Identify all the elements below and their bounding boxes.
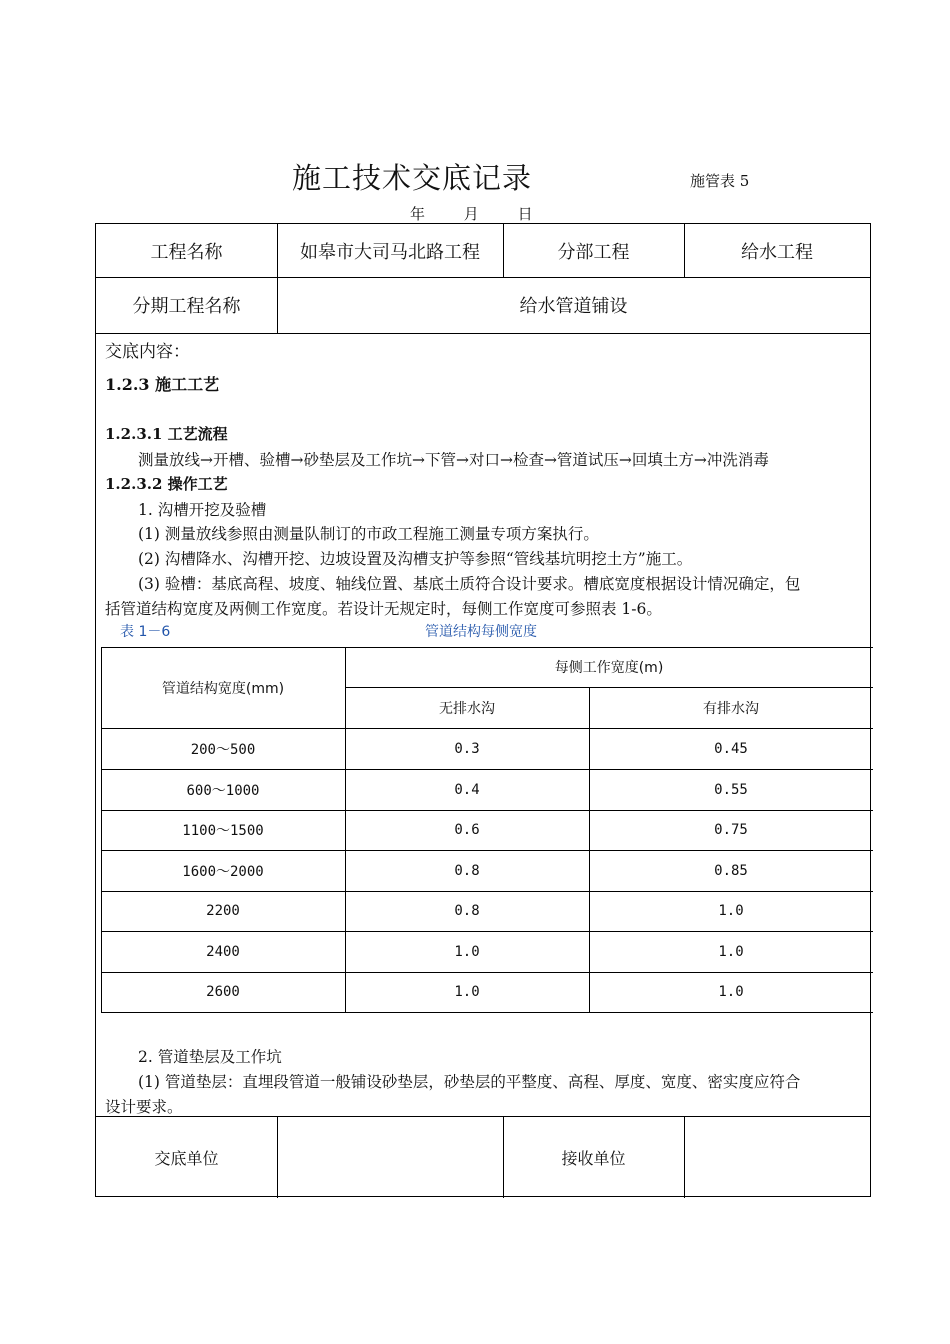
subitem-label: 分期工程名称 [132,296,241,317]
page-title: 施工技术交底记录 [292,161,533,195]
table-cell: 1.0 [718,943,744,960]
table-cell: 1.0 [454,943,480,960]
division-label: 分部工程 [557,241,630,263]
table-cell: 2600 [206,984,240,1000]
table-caption-number: 表 1－6 [120,624,171,640]
table-cell: 0.75 [714,822,748,838]
project-name-value: 如皋市大司马北路工程 [300,241,480,263]
table-cell: 2400 [206,943,240,960]
table-cell: 2200 [206,903,240,919]
table-cell: 0.3 [454,740,480,757]
table-cell: 1100～1500 [182,823,264,839]
table-cell: 0.4 [454,781,480,798]
table-caption-title: 管道结构每侧宽度 [425,624,537,640]
table-rule [101,1012,873,1013]
paragraph: (3) 验槽：基底高程、坡度、轴线位置、基底土质符合设计要求。槽底宽度根据设计情况确定，包 [138,575,801,593]
table-cell: 0.6 [454,822,480,838]
subsection-heading-ops: 1.2.3.2 操作工艺 [105,475,228,493]
receiver-unit-value[interactable] [684,1116,870,1198]
table-cell: 1.0 [718,903,744,919]
table-cell: 200～500 [190,741,256,758]
paragraph: (1) 测量放线参照由测量队制订的市政工程施工测量专项方案执行。 [138,525,599,543]
date-year: 年 [410,205,426,223]
table-cell: 1.0 [718,984,744,1000]
paragraph: (1) 管道垫层：直埋段管道一般铺设砂垫层，砂垫层的平整度、高程、厚度、宽度、密实度应符合 [138,1073,801,1091]
table-header-with-drain: 有排水沟 [703,700,759,717]
paragraph: 括管道结构宽度及两侧工作宽度。若设计无规定时，每侧工作宽度可参照表 1-6。 [105,600,662,618]
table-cell: 0.55 [714,781,748,798]
section-heading: 1.2.3 施工工艺 [105,375,220,394]
form-number: 施管表 5 [690,172,750,190]
table-header-no-drain: 无排水沟 [439,700,495,717]
table-cell: 0.8 [454,903,480,919]
table-cell: 1600～2000 [182,863,264,880]
paragraph: (2) 沟槽降水、沟槽开挖、边坡设置及沟槽支护等参照“管线基坑明挖土方”施工。 [138,550,693,568]
content-label: 交底内容： [105,342,190,362]
project-name-label: 工程名称 [150,241,223,263]
division-value: 给水工程 [741,241,813,263]
list-item: 2. 管道垫层及工作坑 [138,1048,282,1066]
table-cell: 600～1000 [186,782,260,799]
row-divider [96,333,870,334]
date-month: 月 [463,205,479,223]
table-cell: 0.85 [714,862,748,879]
date-line [410,203,533,224]
receiver-unit-label: 接收单位 [561,1148,626,1168]
table-cell: 0.45 [714,740,748,757]
table-header-group: 每侧工作宽度(m) [554,660,664,676]
subitem-value: 给水管道铺设 [519,296,628,317]
table-cell: 0.8 [454,862,480,879]
date-day: 日 [517,205,533,223]
handover-unit-label: 交底单位 [154,1148,219,1168]
width-table [101,647,873,1013]
paragraph: 设计要求。 [105,1098,183,1116]
subsection-heading-flow: 1.2.3.1 工艺流程 [105,425,228,443]
handover-unit-value[interactable] [277,1116,503,1198]
list-item: 1. 沟槽开挖及验槽 [138,501,267,519]
process-flow: 测量放线→开槽、验槽→砂垫层及工作坑→下管→对口→检查→管道试压→回填土方→冲洗消毒 [138,451,769,469]
table-cell: 1.0 [454,984,480,1000]
table-header-width: 管道结构宽度(mm) [161,680,285,697]
